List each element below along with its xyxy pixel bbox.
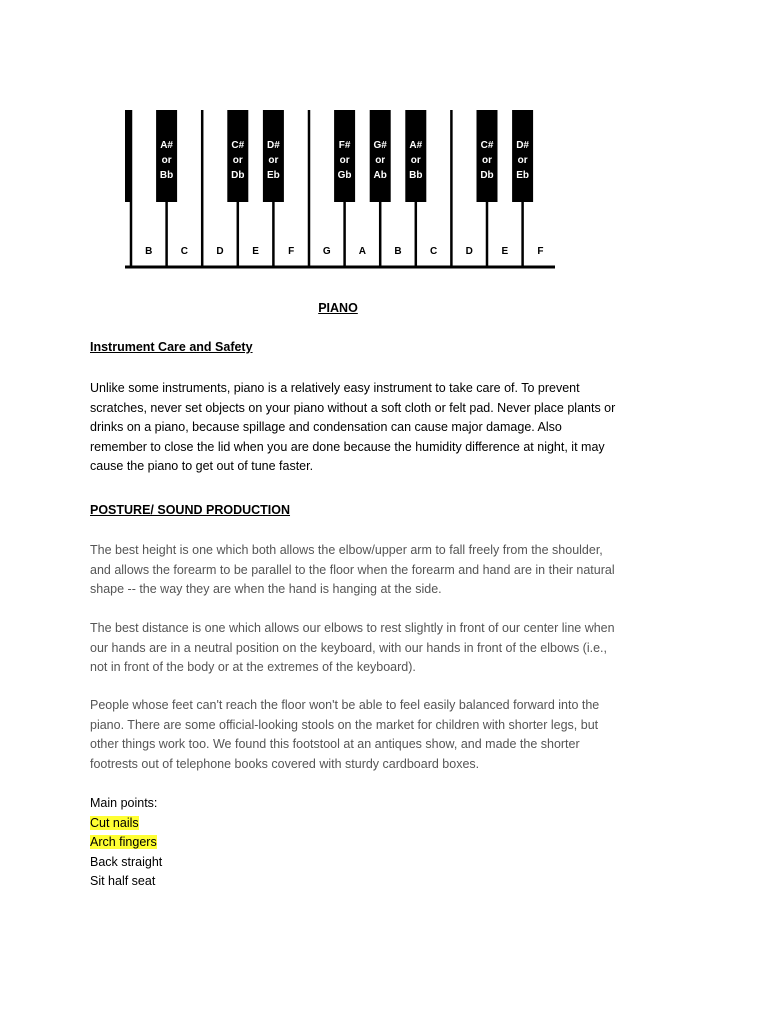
black-key-label: A# bbox=[160, 140, 173, 151]
black-key-label: D# bbox=[516, 140, 529, 151]
height-paragraph bbox=[90, 541, 680, 600]
white-key-label: G bbox=[322, 246, 331, 257]
white-key-label: B bbox=[145, 246, 153, 257]
text-line: drinks on a piano, because spillage and condensation can cause major damage. Also bbox=[90, 420, 562, 434]
main-point-item: Arch fingers bbox=[90, 835, 157, 849]
distance-paragraph bbox=[90, 619, 680, 678]
text-line: People whose feet can't reach the floor won't be able to feel easily balanced forward into the bbox=[90, 698, 600, 712]
text-line: cause the piano to get out of tune faster. bbox=[90, 459, 314, 473]
white-key-label: C bbox=[180, 246, 189, 257]
black-key-label: A# bbox=[409, 140, 423, 151]
text-line: The best distance is one which allows our elbows to rest slightly in front of our center line when bbox=[90, 621, 615, 635]
text-line: shape -- the way they are when the hand is hanging at the side. bbox=[90, 582, 442, 596]
keyboard-left-stub bbox=[125, 110, 130, 202]
white-key-label: F bbox=[288, 246, 295, 257]
black-key-label: Bb bbox=[409, 170, 423, 181]
black-key-label: Eb bbox=[267, 170, 280, 181]
black-key-label: or bbox=[161, 155, 172, 166]
white-key-label: E bbox=[252, 246, 259, 257]
care-paragraph bbox=[90, 379, 680, 477]
black-key-label: or bbox=[482, 155, 492, 166]
black-key-label: or bbox=[339, 155, 350, 166]
main-point-item: Cut nails bbox=[90, 815, 139, 830]
white-key-label: F bbox=[537, 246, 544, 257]
posture-heading: POSTURE/ SOUND PRODUCTION bbox=[90, 503, 291, 517]
white-key-label: D bbox=[465, 246, 473, 257]
black-key-label: or bbox=[232, 155, 243, 166]
main-point-item: Back straight bbox=[90, 854, 163, 869]
footrest-paragraph bbox=[90, 696, 680, 774]
text-line: scratches, never set objects on your piano without a soft cloth or felt pad. Never place plants or bbox=[90, 400, 616, 415]
black-key-label: Gb bbox=[337, 170, 352, 181]
text-line: piano. There are some official-looking stools on the market for children with shorter legs, but bbox=[90, 717, 599, 732]
text-line: remember to close the lid when you are done because the humidity difference at night, it may bbox=[90, 439, 605, 454]
black-key-label: Ab bbox=[373, 170, 387, 181]
text-line: The best height is one which both allows the elbow/upper arm to fall freely from the shoulder, bbox=[90, 543, 603, 557]
main-points-list bbox=[90, 794, 162, 892]
black-key-label: or bbox=[375, 155, 386, 166]
text-line: other things work too. We found this footstool at an antiques show, and made the shorter bbox=[90, 737, 580, 751]
black-key-label: C# bbox=[480, 140, 494, 151]
black-key-label: Eb bbox=[516, 170, 529, 181]
white-key-label: E bbox=[501, 246, 509, 257]
black-key-label: Bb bbox=[159, 170, 174, 181]
care-heading: Instrument Care and Safety bbox=[90, 340, 253, 354]
text-line: not in front of the body or at the extremes of the keyboard). bbox=[90, 660, 416, 674]
page-title: PIANO bbox=[318, 301, 358, 315]
black-key-label: Db bbox=[480, 170, 494, 181]
black-key-label: or bbox=[517, 155, 528, 166]
main-point-item: Sit half seat bbox=[90, 874, 156, 888]
text-line: Unlike some instruments, piano is a relatively easy instrument to take care of. To prevent bbox=[90, 381, 580, 395]
piano-keyboard-diagram bbox=[125, 108, 555, 272]
black-key-label: F# bbox=[338, 140, 351, 151]
white-key-label: B bbox=[394, 246, 402, 257]
black-key-label: Db bbox=[231, 170, 245, 181]
black-key-label: C# bbox=[231, 140, 245, 151]
black-key-label: or bbox=[410, 155, 421, 166]
black-key-label: or bbox=[268, 155, 279, 166]
white-key-label: C bbox=[429, 246, 438, 257]
white-key-label: D bbox=[216, 246, 224, 257]
text-line: our hands are in a neutral position on the keyboard, with our hands in front of the elbows (i.e., bbox=[90, 640, 607, 655]
black-key-label: D# bbox=[267, 140, 280, 151]
text-line: footrests out of telephone books covered with sturdy cardboard boxes. bbox=[90, 756, 480, 771]
main-points-label: Main points: bbox=[90, 796, 158, 810]
white-key-label: A bbox=[358, 246, 367, 257]
black-key-label: G# bbox=[373, 140, 387, 151]
text-line: and allows the forearm to be parallel to the floor when the forearm and hand are in their natural bbox=[90, 562, 615, 577]
